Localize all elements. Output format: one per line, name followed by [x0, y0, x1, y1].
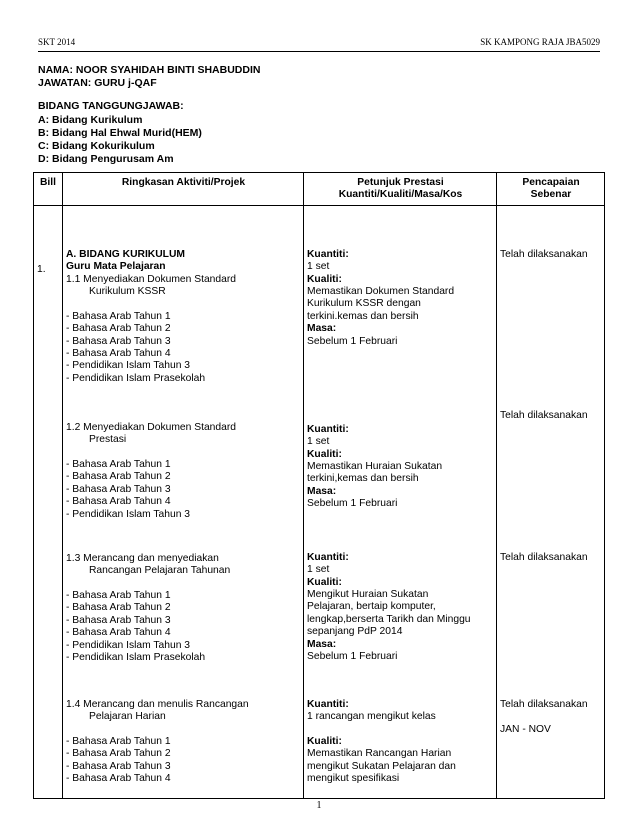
subject-item: - Bahasa Arab Tahun 2 [66, 323, 171, 335]
subject-item: - Bahasa Arab Tahun 1 [66, 459, 171, 470]
subject-item: - Pendidikan Islam Tahun 3 [66, 639, 191, 651]
indicator-text: mengikut Sukatan Pelajaran dan [307, 760, 456, 772]
achievement-text: JAN - NOV [500, 723, 551, 735]
indicator-text: Sebelum 1 Februari [307, 498, 398, 510]
subject-item: - Bahasa Arab Tahun 4 [66, 773, 171, 785]
indicator-label: Masa: [307, 638, 337, 650]
subject-item: - Bahasa Arab Tahun 1 [66, 590, 171, 601]
activity-title: 1.2 Menyediakan Dokumen Standard [66, 421, 237, 433]
subject-item: - Pendidikan Islam Prasekolah [66, 652, 206, 663]
bill-cell: 1. [34, 205, 63, 798]
indicator-label: Kualiti: [307, 273, 342, 285]
petunjuk-header: Petunjuk Prestasi Kuantiti/Kualiti/Masa/Kos [304, 173, 497, 206]
table-header-row [34, 173, 605, 206]
header-right: SK KAMPONG RAJA JBA5029 [480, 37, 600, 47]
pencapaian-header: Pencapaian Sebenar [497, 173, 605, 206]
subject-item: - Bahasa Arab Tahun 4 [66, 496, 171, 508]
subject-item: - Pendidikan Islam Tahun 3 [66, 508, 191, 520]
indicator-text: 1 rancangan mengikut kelas [307, 711, 436, 723]
indicator-text: Pelajaran, bertaip komputer, [307, 601, 436, 613]
achievement-text: Telah dilaksanakan [500, 248, 588, 260]
jawatan-line: JAWATAN: GURU j-QAF [38, 77, 157, 90]
activity-title: 1.1 Menyediakan Dokumen Standard [66, 273, 237, 285]
activity-table [33, 172, 605, 799]
indicator-text: Kurikulum KSSR dengan [307, 298, 421, 310]
header-left: SKT 2014 [38, 37, 76, 47]
subject-item: - Bahasa Arab Tahun 3 [66, 760, 171, 772]
activity-title: 1.4 Merancang dan menulis Rancangan [66, 698, 249, 710]
ringkasan-header: Ringkasan Aktiviti/Projek [63, 173, 304, 206]
page-header [38, 37, 600, 49]
indicator-text: 1 set [307, 261, 330, 273]
indicator-label: Kualiti: [307, 736, 342, 747]
bidang-item: C: Bidang Kokurikulum [38, 140, 155, 153]
indicator-text: terkini,kemas dan bersih [307, 473, 419, 485]
activity-title: Pelajaran Harian [89, 711, 166, 723]
bidang-title: BIDANG TANGGUNGJAWAB: [38, 100, 184, 113]
indicator-text: Memastikan Dokumen Standard [307, 286, 455, 297]
activity-title: 1.3 Merancang dan menyediakan [66, 552, 219, 564]
page-number: 1 [316, 800, 322, 811]
indicator-label: Kualiti: [307, 576, 342, 588]
indicator-text: mengikut spesifikasi [307, 773, 400, 785]
indicator-text: sepanjang PdP 2014 [307, 626, 403, 638]
subject-item: - Pendidikan Islam Prasekolah [66, 372, 206, 384]
indicator-text: Sebelum 1 Februari [307, 335, 398, 347]
subject-item: - Bahasa Arab Tahun 2 [66, 748, 171, 760]
staff-info [38, 64, 598, 166]
indicator-text: 1 set [307, 564, 330, 576]
indicator-text: lengkap,berserta Tarikh dan Minggu [307, 613, 471, 625]
achievement-text: Telah dilaksanakan [500, 409, 588, 421]
activity-title: Kurikulum KSSR [89, 286, 166, 297]
bidang-item: D: Bidang Pengurusam Am [38, 153, 174, 166]
subject-item: - Bahasa Arab Tahun 1 [66, 310, 171, 322]
indicator-text: terkini.kemas dan bersih [307, 310, 419, 322]
subject-item: - Bahasa Arab Tahun 3 [66, 335, 171, 347]
indicator-label: Kuantiti: [307, 698, 349, 710]
subject-item: - Bahasa Arab Tahun 3 [66, 614, 171, 626]
indicator-label: Kualiti: [307, 448, 342, 460]
pencapaian-cell [497, 205, 605, 798]
table-row [34, 205, 605, 798]
subject-item: - Pendidikan Islam Tahun 3 [66, 360, 191, 372]
petunjuk-cell [304, 205, 497, 798]
header-divider [38, 51, 600, 52]
indicator-text: Memastikan Huraian Sukatan [307, 461, 443, 472]
nama-line: NAMA: NOOR SYAHIDAH BINTI SHABUDDIN [38, 64, 261, 76]
indicator-label: Masa: [307, 323, 337, 335]
ringkasan-cell [63, 205, 304, 798]
bill-header: Bill [34, 173, 63, 206]
achievement-text: Telah dilaksanakan [500, 551, 588, 563]
bidang-item: A: Bidang Kurikulum [38, 113, 143, 126]
subject-item: - Bahasa Arab Tahun 4 [66, 627, 171, 639]
section-title: A. BIDANG KURIKULUM [66, 248, 185, 260]
indicator-text: 1 set [307, 436, 330, 448]
subject-item: - Bahasa Arab Tahun 1 [66, 736, 171, 747]
indicator-text: Mengikut Huraian Sukatan [307, 589, 429, 600]
section-subtitle: Guru Mata Pelajaran [66, 261, 166, 273]
activity-title: Rancangan Pelajaran Tahunan [89, 565, 231, 577]
indicator-text: Memastikan Rancangan Harian [307, 748, 452, 760]
indicator-label: Kuantiti: [307, 248, 349, 260]
activity-title: Prestasi [89, 434, 127, 446]
indicator-label: Masa: [307, 485, 337, 497]
subject-item: - Bahasa Arab Tahun 2 [66, 602, 171, 614]
subject-item: - Bahasa Arab Tahun 3 [66, 483, 171, 495]
achievement-text: Telah dilaksanakan [500, 698, 588, 710]
subject-item: - Bahasa Arab Tahun 2 [66, 471, 171, 483]
indicator-label: Kuantiti: [307, 551, 349, 563]
indicator-text: Sebelum 1 Februari [307, 651, 398, 662]
bidang-item: B: Bidang Hal Ehwal Murid(HEM) [38, 126, 202, 139]
indicator-label: Kuantiti: [307, 423, 349, 435]
subject-item: - Bahasa Arab Tahun 4 [66, 348, 171, 359]
